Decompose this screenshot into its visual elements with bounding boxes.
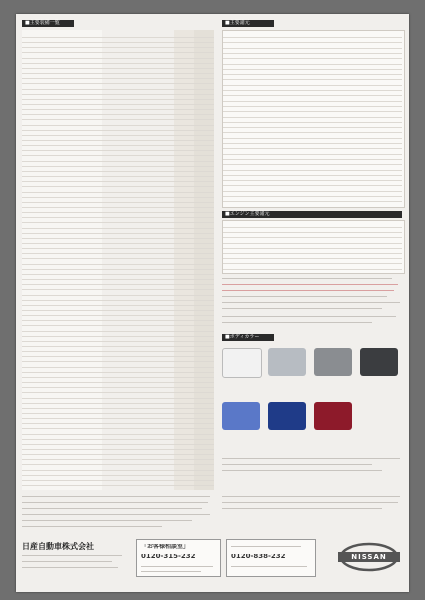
engine-rows (223, 222, 402, 270)
color-swatch (268, 348, 306, 392)
color-swatch (268, 402, 306, 446)
footnotes-right (222, 494, 403, 534)
color-swatch-area (222, 344, 403, 512)
engine-notes (222, 276, 403, 330)
company-name: 日産自動車株式会社 (22, 542, 94, 551)
equipment-rows (22, 32, 214, 487)
phone-number-2: 0120-838-232 (231, 554, 286, 559)
color-chip (268, 348, 306, 376)
table-row (22, 480, 214, 486)
table-row (223, 196, 402, 202)
spec-rows (223, 32, 402, 204)
color-swatch (314, 402, 352, 446)
contact-label: 「お客様相談室」 (141, 544, 190, 549)
color-chip (360, 348, 398, 376)
catalog-page (16, 14, 409, 592)
color-chip (222, 402, 260, 430)
color-chip (268, 402, 306, 430)
color-swatch (314, 348, 352, 392)
engine-section-title: ■エンジン主要諸元 (222, 211, 402, 218)
color-chip (222, 348, 262, 378)
table-row (223, 264, 402, 270)
color-chip (314, 402, 352, 430)
phone-number: 0120-315-232 (141, 554, 196, 559)
footnotes (22, 494, 214, 534)
color-swatch (360, 348, 398, 392)
equipment-section-title: ■主要装備一覧 (22, 20, 74, 27)
brand-name: NISSAN (351, 553, 387, 561)
spec-section-title: ■主要諸元 (222, 20, 274, 27)
color-swatch (222, 348, 260, 392)
information-center-box (226, 539, 316, 577)
footer-company (22, 539, 132, 587)
nissan-logo (336, 542, 402, 572)
customer-service-box (136, 539, 221, 577)
color-swatch (222, 402, 260, 446)
color-section-title: ■ボディカラー (222, 334, 274, 341)
color-chip (314, 348, 352, 376)
